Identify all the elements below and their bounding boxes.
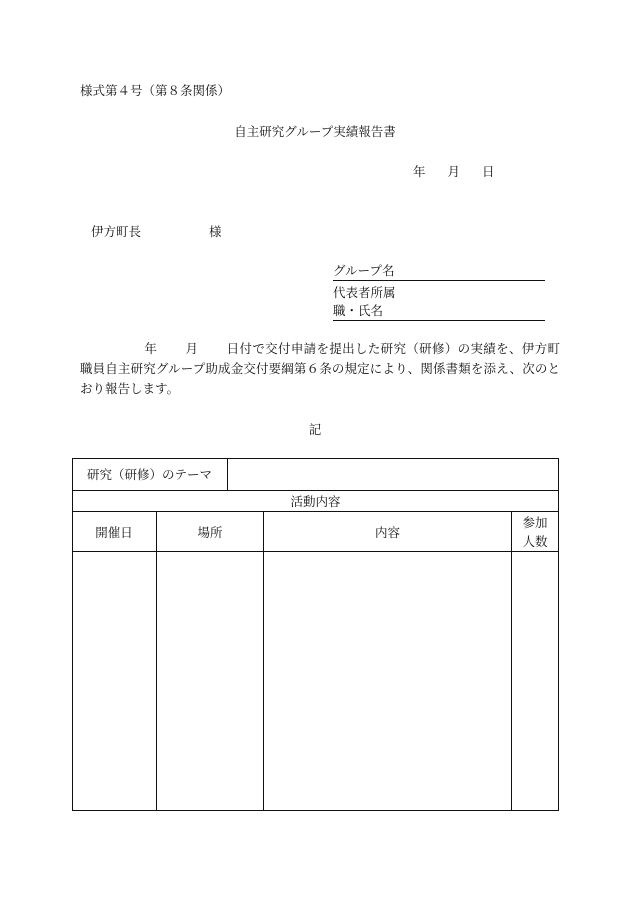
content-entry-cell[interactable]: [264, 552, 511, 810]
date-line: [413, 162, 495, 180]
addressee: [91, 222, 222, 240]
body-year: 年: [144, 341, 158, 356]
title-name-field[interactable]: [333, 301, 545, 321]
theme-input[interactable]: [228, 459, 558, 490]
theme-label: 研究（研修）のテーマ: [86, 467, 212, 482]
body-month: 月: [185, 341, 199, 356]
representative-affiliation-label: 代表者所属: [333, 285, 396, 300]
activity-label: 活動内容: [290, 494, 341, 509]
addressee-name: 伊方町長: [91, 224, 142, 239]
group-name-label: グループ名: [333, 263, 395, 278]
body-text: 日付で交付申請を提出した研究（研修）の実績を、伊方町職員自主研究グループ助成金交付要綱第６条の規定により、関係書類を添え、次のとおり報告します。: [80, 341, 560, 396]
header-participants: 参加 人数: [522, 514, 548, 549]
place-entry-cell[interactable]: [157, 552, 263, 810]
title-name-label: 職・氏名: [333, 303, 384, 318]
header-place: 場所: [197, 524, 223, 540]
date-entry-cell[interactable]: [73, 552, 156, 810]
header-date: 開催日: [95, 524, 133, 540]
ki-heading: 記: [308, 422, 322, 437]
date-year-label: 年: [413, 164, 426, 179]
header-content: 内容: [374, 524, 400, 540]
date-day-label: 日: [482, 164, 495, 179]
document-title: 自主研究グループ実績報告書: [234, 124, 396, 139]
addressee-honorific: 様: [209, 224, 222, 239]
representative-affiliation-field[interactable]: [333, 283, 396, 301]
participants-entry-cell[interactable]: [512, 552, 558, 810]
form-number: 様式第４号（第８条関係）: [80, 83, 231, 98]
report-body: [80, 339, 560, 399]
group-name-field[interactable]: [333, 261, 545, 281]
date-month-label: 月: [447, 164, 461, 179]
